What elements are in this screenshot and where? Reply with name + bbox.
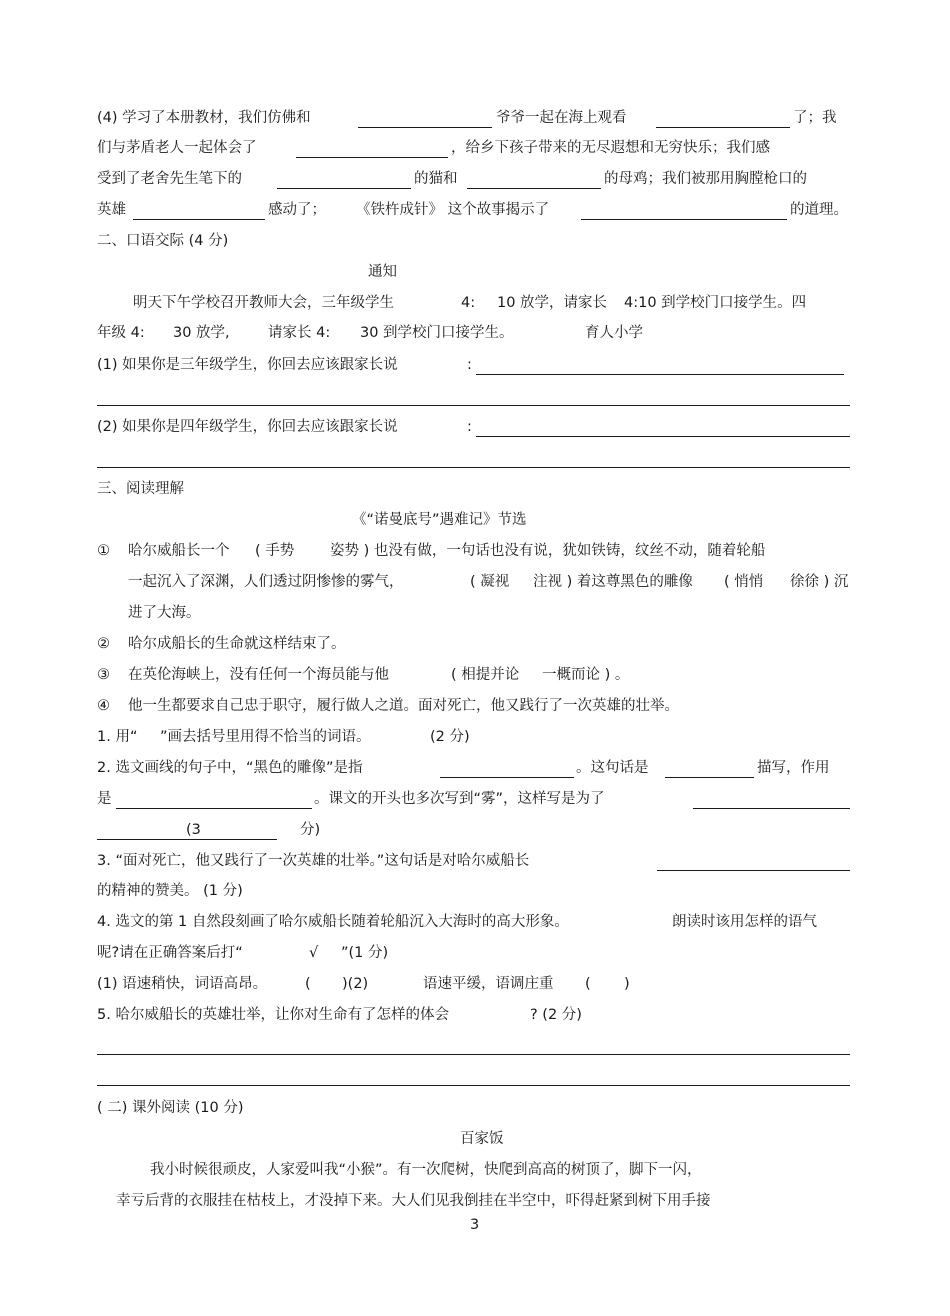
passage-choice: ( 悄悄 — [724, 574, 764, 590]
reading-question-4: 朗读时该用怎样的语气 — [672, 914, 817, 930]
blank-field[interactable] — [277, 188, 411, 189]
q4-line4-b: 感动了； — [268, 202, 326, 218]
extra-title: 百家饭 — [460, 1131, 504, 1147]
option-paren[interactable]: ( — [305, 976, 311, 992]
oral-question-2: (2) 如果你是四年级学生，你回去应该跟家长说 — [97, 419, 398, 435]
page-number: 3 — [470, 1217, 480, 1233]
notice-line2-c: 请家长 4: — [268, 325, 331, 341]
q4-line2-b: ，给乡下孩子带来的无尽遐想和无穷快乐；我们感 — [451, 140, 770, 156]
blank-field[interactable] — [657, 870, 850, 871]
notice-line1-d: 4:10 到学校门口接学生。四 — [624, 295, 807, 311]
score-label: (3 — [186, 822, 201, 838]
paragraph-number: ③ — [97, 667, 110, 683]
passage-text: 姿势 ) 也没有做，一句话也没有说，犹如铁铸，纹丝不动，随着轮船 — [330, 543, 766, 559]
answer-line[interactable] — [476, 374, 844, 375]
passage-text: 哈尔成船长的生命就这样结束了。 — [128, 636, 346, 652]
blank-field[interactable] — [97, 839, 277, 840]
paragraph-number: ① — [97, 543, 110, 559]
passage-text: 进了大海。 — [128, 605, 201, 621]
reading-question-2: 是 — [97, 791, 112, 807]
reading-question-3: 的精神的赞美。 (1 分) — [97, 883, 243, 899]
notice-line2-b: 30 放学, — [173, 325, 230, 341]
blank-field[interactable] — [440, 777, 574, 778]
option-paren[interactable]: ( — [585, 976, 591, 992]
answer-line[interactable] — [476, 436, 850, 437]
passage-text: 哈尔威船长一个 — [128, 543, 230, 559]
option-2: 语速平缓，语调庄重 — [423, 976, 554, 992]
section-heading-oral: 二、口语交际 (4 分) — [97, 233, 229, 249]
blank-field[interactable] — [133, 219, 265, 220]
q4-line3-a: 受到了老舍先生笔下的 — [97, 171, 242, 187]
answer-line[interactable] — [97, 405, 850, 406]
q4-line1-b: 爷爷一起在海上观看 — [496, 110, 627, 126]
reading-question-3: 3. “面对死亡，他又践行了一次英雄的壮举。”这句话是对哈尔威船长 — [97, 853, 530, 869]
reading-question-2: 。课文的开头也多次写到“雾”，这样写是为了 — [314, 791, 605, 807]
passage-text: 徐徐 ) 沉 — [790, 574, 849, 590]
passage-text: 他一生都要求自己忠于职守，履行做人之道。面对死亡，他又践行了一次英雄的壮举。 — [128, 698, 679, 714]
passage-text: 注视 ) 着这尊黑色的雕像 — [533, 574, 693, 590]
blank-field[interactable] — [581, 219, 787, 220]
option-paren: ) — [624, 976, 630, 992]
colon: : — [467, 419, 472, 435]
answer-line[interactable] — [97, 1085, 850, 1086]
reading-question-4: 呢?请在正确答案后打“ — [97, 945, 243, 961]
score-label: (2 分) — [430, 729, 470, 745]
reading-question-4: 4. 选文的第 1 自然段刻画了哈尔威船长随着轮船沉入大海时的高大形象。 — [97, 914, 569, 930]
passage-text: 一概而论 ) 。 — [542, 667, 630, 683]
reading-question-2: 。这句话是 — [576, 760, 649, 776]
q4-line3-c: 的母鸡；我们被那用胸膛枪口的 — [604, 171, 807, 187]
paragraph-number: ④ — [97, 698, 110, 714]
passage-choice: ( 手势 — [255, 543, 295, 559]
q4-line1-a: (4) 学习了本册教材，我们仿佛和 — [97, 110, 311, 126]
notice-line1-c: 10 放学，请家长 — [497, 295, 608, 311]
blank-field[interactable] — [693, 808, 850, 809]
score-label: 分) — [300, 822, 321, 838]
notice-line1-b: 4: — [461, 295, 476, 311]
extra-text: 幸亏后背的衣服挂在枯枝上，才没掉下来。大人们见我倒挂在半空中，吓得赶紧到树下用手接 — [116, 1193, 711, 1209]
reading-question-1: ”画去括号里用得不恰当的词语。 — [160, 729, 371, 745]
blank-field[interactable] — [665, 777, 754, 778]
blank-field[interactable] — [467, 188, 601, 189]
section-heading-reading: 三、阅读理解 — [97, 481, 184, 497]
extra-text: 我小时候很顽皮，人家爱叫我“小猴”。有一次爬树，快爬到高高的树顶了，脚下一闪， — [150, 1162, 702, 1178]
passage-choice: ( 凝视 — [470, 574, 510, 590]
blank-field[interactable] — [116, 808, 312, 809]
blank-field[interactable] — [358, 127, 492, 128]
blank-field[interactable] — [296, 157, 448, 158]
score-label: ? (2 分) — [530, 1007, 582, 1023]
blank-field[interactable] — [656, 127, 790, 128]
option-2-number: )(2) — [342, 976, 369, 992]
passage-text: 一起沉入了深渊，人们透过阴惨惨的雾气， — [128, 574, 404, 590]
paragraph-number: ② — [97, 636, 110, 652]
notice-title: 通知 — [368, 264, 397, 280]
option-1: (1) 语速稍快，词语高昂。 — [97, 976, 268, 992]
q4-line4-d: 的道理。 — [790, 202, 848, 218]
check-mark-icon: √ — [309, 945, 319, 961]
colon: : — [467, 357, 472, 373]
passage-choice: ( 相提并论 — [451, 667, 520, 683]
q4-line4-c: 《铁杵成针》 这个故事揭示了 — [356, 202, 550, 218]
notice-signature: 育人小学 — [585, 325, 643, 341]
reading-question-2: 2. 选文画线的句子中，“黑色的雕像”是指 — [97, 760, 363, 776]
reading-question-2: 描写，作用 — [757, 760, 830, 776]
reading-question-1: 1. 用“ — [97, 729, 138, 745]
notice-line2-d: 30 到学校门口接学生。 — [360, 325, 514, 341]
oral-question-1: (1) 如果你是三年级学生，你回去应该跟家长说 — [97, 357, 398, 373]
answer-line[interactable] — [97, 1054, 850, 1055]
answer-line[interactable] — [97, 467, 850, 468]
q4-line2-a: 们与茅盾老人一起体会了 — [97, 140, 257, 156]
notice-line1-a: 明天下午学校召开教师大会，三年级学生 — [133, 295, 394, 311]
q4-line1-c: 了；我 — [793, 110, 837, 126]
reading-title: 《“诺曼底号”遇难记》节选 — [352, 512, 527, 528]
passage-text: 在英伦海峡上，没有任何一个海员能与他 — [128, 667, 389, 683]
reading-question-5: 5. 哈尔威船长的英雄壮举，让你对生命有了怎样的体会 — [97, 1007, 449, 1023]
notice-line2-a: 年级 4: — [97, 325, 145, 341]
q4-line4-a: 英雄 — [97, 202, 126, 218]
q4-line3-b: 的猫和 — [414, 171, 458, 187]
reading-question-4: ”(1 分) — [341, 945, 389, 961]
section-heading-extra: ( 二) 课外阅读 (10 分) — [97, 1100, 244, 1116]
